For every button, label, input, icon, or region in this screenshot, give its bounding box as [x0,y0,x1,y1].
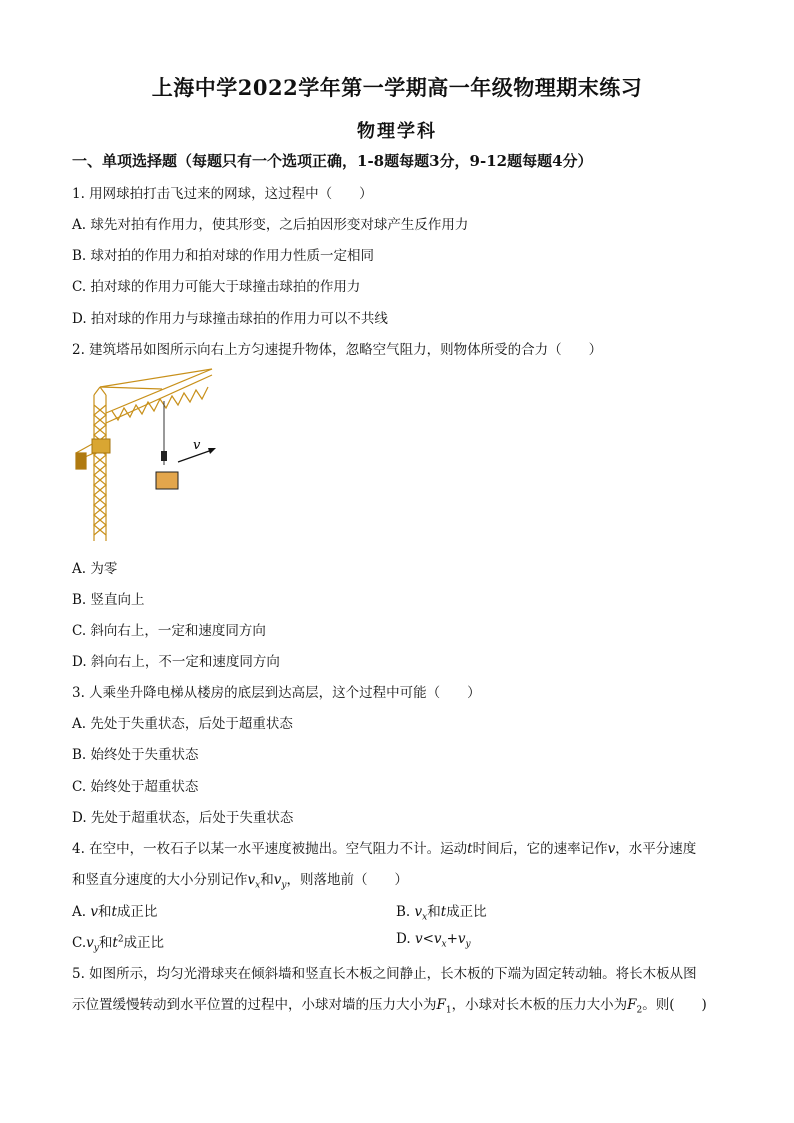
q2-option-c: C. 斜向右上，一定和速度同方向 [72,623,266,639]
page-subtitle: 物理学科 [357,121,437,142]
velocity-label: v [193,438,201,453]
q3-option-c: C. 始终处于超重状态 [72,779,199,795]
q2-option-a: A. 为零 [72,561,118,577]
q4-stem-line1: 4. 在空中，一枚石子以某一水平速度被抛出。空气阻力不计。运动t时间后，它的速率记作v，水平分速度 [72,841,697,857]
q4-option-b: B. $v_x$和t成正比 [396,904,487,923]
q5-stem-line2: 示位置缓慢转动到水平位置的过程中，小球对墙的压力大小为$F_1$，小球对长木板的压力大小为$F_2$。则( ) [72,997,707,1016]
crane-counter-jib [76,443,94,469]
q3-option-b: B. 始终处于失重状态 [72,747,199,763]
q4-option-c: $C.v_y$和$t^2$成正比 [72,934,165,954]
arrow-head-icon [208,448,216,454]
q3-stem: 3. 人乘坐升降电梯从楼房的底层到达高层，这个过程中可能（ ） [72,685,481,701]
q4-option-a: A. v和t成正比 [72,904,158,920]
q2-option-d: D. 斜向右上，不一定和速度同方向 [72,654,280,670]
crane-peak [94,387,106,395]
section-heading: 一、单项选择题（每题只有一个选项正确，1-8题每题3分，9-12题每题4分） [72,152,593,170]
q3-option-a: A. 先处于失重状态，后处于超重状态 [72,716,293,732]
q1-option-a: A. 球先对拍有作用力，使其形变，之后拍因形变对球产生反作用力 [72,217,469,233]
q1-option-c: C. 拍对球的作用力可能大于球撞击球拍的作用力 [72,279,361,295]
load-box [156,472,178,489]
q4-option-d: D. $v<v_x+v_y$ [396,931,471,950]
q2-option-b: B. 竖直向上 [72,592,145,608]
crane-mast [94,395,106,541]
crane-cab [92,439,110,453]
q1-option-d: D. 拍对球的作用力与球撞击球拍的作用力可以不共线 [72,311,388,327]
q2-stem: 2. 建筑塔吊如图所示向右上方匀速提升物体，忽略空气阻力，则物体所受的合力（ ） [72,342,603,358]
page-title: 上海中学2022学年第一学期高一年级物理期末练习 [151,75,643,100]
q5-stem-line1: 5. 如图所示，均匀光滑球夹在倾斜墙和竖直长木板之间静止，长木板的下端为固定转动轴。将长木板从图 [72,966,697,982]
crane-hook [161,451,167,461]
q1-stem: 1. 用网球拍打击飞过来的网球，这过程中（ ） [72,186,373,202]
crane-jib [100,369,212,423]
q3-option-d: D. 先处于超重状态，后处于失重状态 [72,810,294,826]
q1-option-b: B. 球对拍的作用力和拍对球的作用力性质一定相同 [72,248,375,264]
q4-stem-line2: 和竖直分速度的大小分别记作$v_x$和$v_y$，则落地前（ ） [72,872,408,891]
tower-crane-figure [72,365,222,545]
